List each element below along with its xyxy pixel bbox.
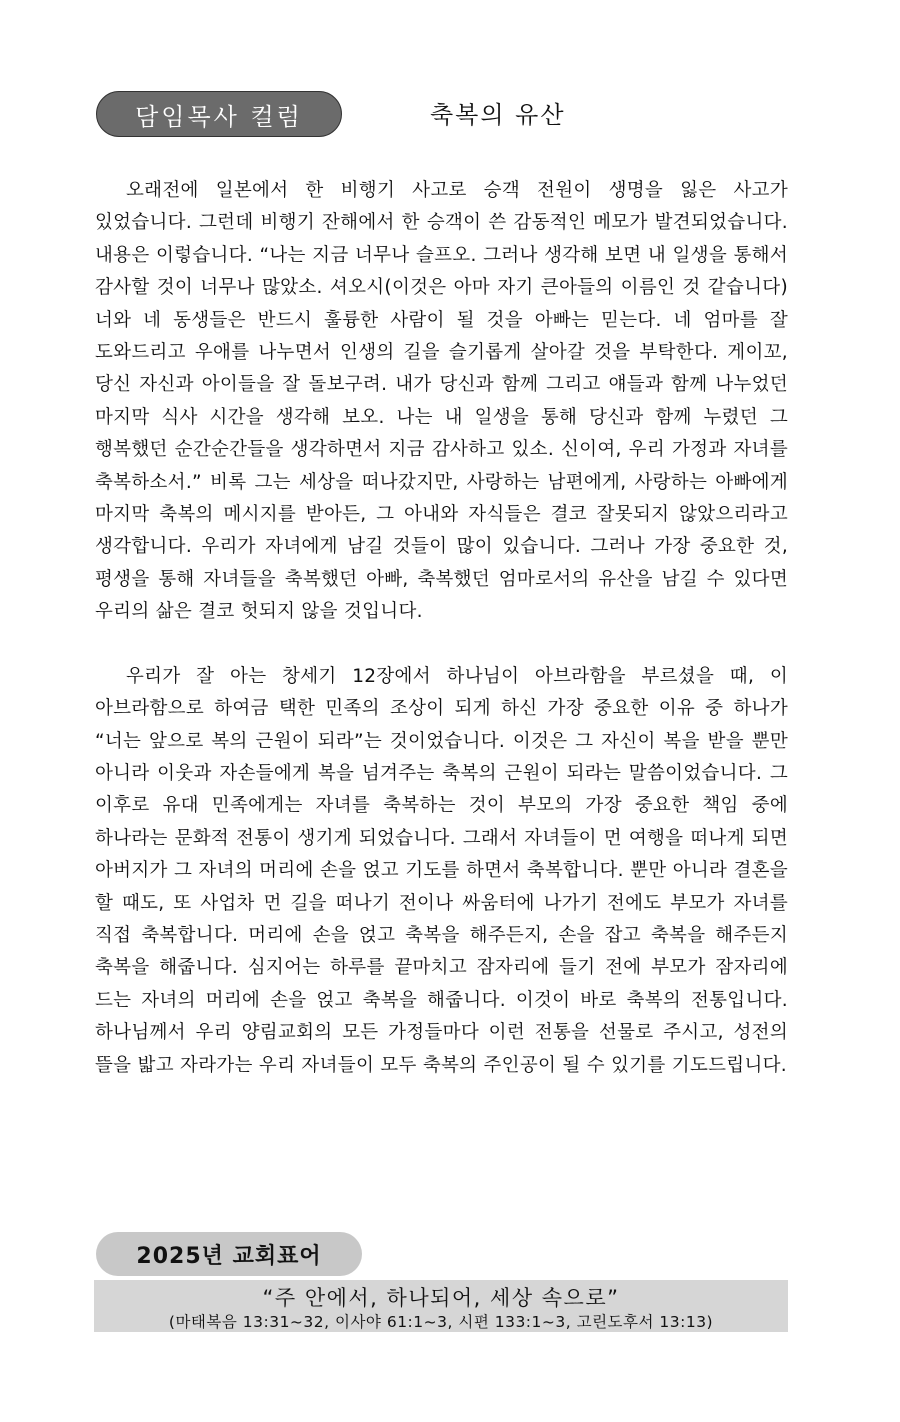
motto-slogan: “주 안에서, 하나되어, 세상 속으로” <box>262 1286 620 1310</box>
column-badge <box>96 91 342 137</box>
article-paragraph: 우리가 잘 아는 창세기 12장에서 하나님이 아브라함을 부르셨을 때, 이 아브라함으로 하여금 택한 민족의 조상이 되게 하신 가장 중요한 이유 중 하나가 “너는 앞으로 복의 근원이 되라”는 것이었습니다. 이것은 그 자신이 복을 받을 뿐만 아니라 이웃과 자손들에게 복을 넘겨주는 축복의 근원이 되라는 말씀이었습니다. 그 이후로 유대 민족에게는 자녀를 축복하는 것이 부모의 가장 중요한 책임 중에 하나라는 문화적 전통이 생기게 되었습니다. 그래서 자녀들이 먼 여행을 떠나게 되면 아버지가 그 자녀의 머리에 손을 얹고 기도를 하면서 축복합니다. 뿐만 아니라 결혼을 할 때도, 또 사업차 먼 길을 떠나기 전이나 싸움터에 나가기 전에도 부모가 자녀를 직접 축복합니다. 머리에 손을 얹고 축복을 해주든지, 손을 잡고 축복을 해주든지 축복을 해줍니다. 심지어는 하루를 끝마치고 잠자리에 들기 전에 부모가 잠자리에 드는 자녀의 머리에 손을 얹고 축복을 해줍니다. 이것이 바로 축복의 전통입니다. 하나님께서 우리 양림교회의 모든 가정들마다 이런 전통을 선물로 주시고, 성전의 뜰을 밟고 자라가는 우리 자녀들이 모두 축복의 주인공이 될 수 있기를 기도드립니다. <box>95 665 788 1076</box>
motto-label: 2025년 교회표어 <box>136 1243 322 1269</box>
column-title: 축복의 유산 <box>430 101 566 129</box>
article-paragraph: 오래전에 일본에서 한 비행기 사고로 승객 전원이 생명을 잃은 사고가 있었습니다. 그런데 비행기 잔해에서 한 승객이 쓴 감동적인 메모가 발견되었습니다. 내용은 이렇습니다. “나는 지금 너무나 슬프오. 그러나 생각해 보면 내 일생을 통해서 감사할 것이 너무나 많았소. 셔오시(이것은 아마 자기 큰아들의 이름인 것 같습니다) 너와 네 동생들은 반드시 훌륭한 사람이 될 것을 아빠는 믿는다. 네 엄마를 잘 도와드리고 우애를 나누면서 인생의 길을 슬기롭게 살아갈 것을 부탁한다. 게이꼬, 당신 자신과 아이들을 잘 돌보구려. 내가 당신과 함께 그리고 얘들과 함께 나누었던 마지막 식사 시간을 생각해 보오. 나는 내 일생을 통해 당신과 함께 누렸던 그 행복했던 순간순간들을 생각하면서 지금 감사하고 있소. 신이여, 우리 가정과 자녀를 축복하소서.” 비록 그는 세상을 떠나갔지만, 사랑하는 남편에게, 사랑하는 아빠에게 마지막 축복의 메시지를 받아든, 그 아내와 자식들은 결코 잘못되지 않았으리라고 생각합니다. 우리가 자녀에게 남길 것들이 많이 있습니다. 그러나 가장 중요한 것, 평생을 통해 자녀들을 축복했던 아빠, 축복했던 엄마로서의 유산을 남길 수 있다면 우리의 삶은 결코 헛되지 않을 것입니다. <box>95 180 788 623</box>
motto-references: (마태복음 13:31~32, 이사야 61:1~3, 시편 133:1~3, 고린도후서 13:13) <box>168 1313 714 1331</box>
column-badge-label: 담임목사 컬럼 <box>135 102 303 131</box>
article-body <box>95 175 788 1082</box>
motto-band <box>94 1280 788 1332</box>
motto-label-pill <box>96 1232 362 1276</box>
